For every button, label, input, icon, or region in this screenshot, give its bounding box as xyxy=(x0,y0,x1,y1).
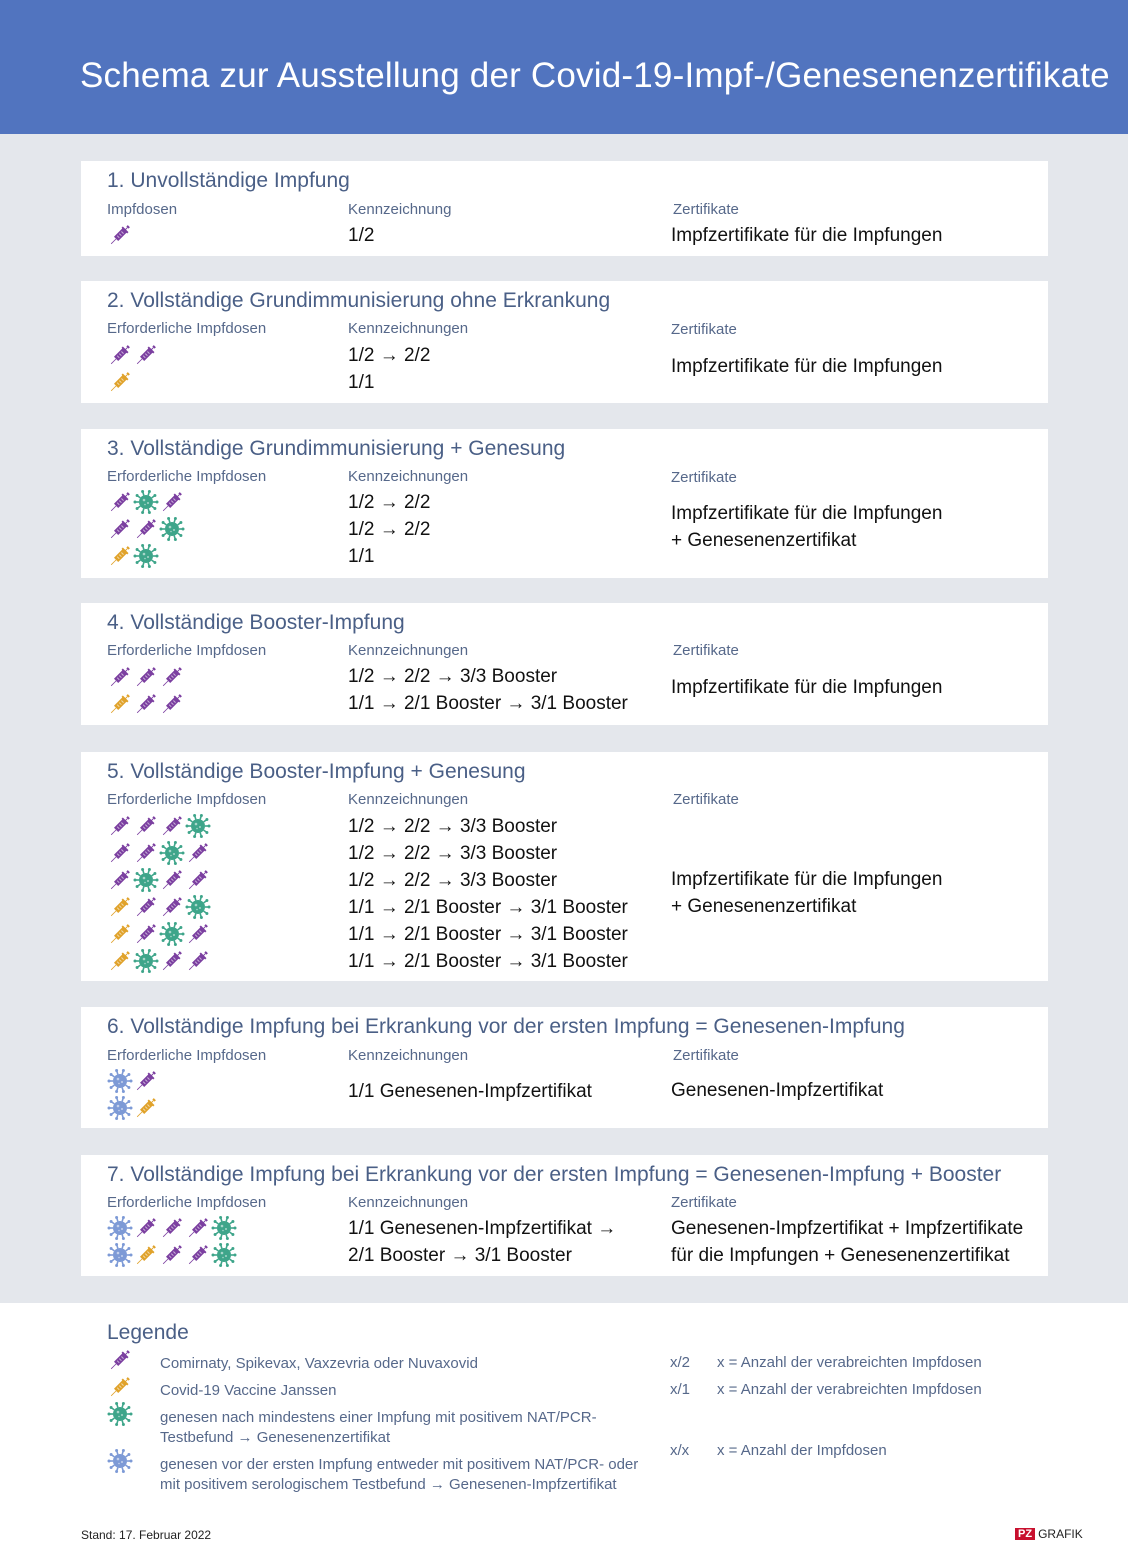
certs-label: Zertifikate xyxy=(671,1194,737,1211)
pz-logo-mark: PZ xyxy=(1015,1528,1035,1540)
doses-label: Erforderliche Impfdosen xyxy=(107,791,267,808)
syringe-purple-icon xyxy=(133,691,159,717)
syringe-orange-icon xyxy=(107,543,133,569)
dose-icons xyxy=(107,663,185,717)
icon-row xyxy=(107,1094,159,1121)
icon-row xyxy=(107,341,159,368)
certs-label: Zertifikate xyxy=(671,469,737,486)
codes-text: 1/1 Genesenen-Impfzertifikat xyxy=(348,1081,592,1102)
virus-blue-icon xyxy=(107,1095,133,1121)
legend-text-recovered-after: genesen nach mindestens einer Impfung mit positivem NAT/PCR- Testbefund → Genesenenzertifikat xyxy=(160,1409,597,1446)
syringe-purple-icon xyxy=(107,840,133,866)
icon-row xyxy=(107,866,211,893)
icon-row xyxy=(107,1067,159,1094)
syringe-purple-icon xyxy=(185,948,211,974)
certs-text: Impfzertifikate für die Impfungen xyxy=(671,225,943,246)
syringe-purple-icon xyxy=(133,1068,159,1094)
codes-label: Kennzeichnung xyxy=(348,201,452,218)
section-2-card xyxy=(81,281,1048,403)
certs-label: Zertifikate xyxy=(673,642,739,659)
logo-text: GRAFIK xyxy=(1038,1527,1083,1541)
codes-label: Kennzeichnungen xyxy=(348,791,469,808)
codes-label: Kennzeichnungen xyxy=(348,320,469,337)
icon-row xyxy=(107,812,211,839)
codes-text: 1/2 → 2/2 → 3/3 Booster 1/1 → 2/1 Booster → 3/1 Booster xyxy=(348,666,628,714)
legend-key-desc: x = Anzahl der Impfdosen xyxy=(717,1442,887,1459)
certs-label: Zertifikate xyxy=(673,1047,739,1064)
dose-icons xyxy=(107,341,159,395)
codes-text: 1/2 → 2/2 1/2 → 2/2 1/1 xyxy=(348,492,431,567)
legend-key-desc: x = Anzahl der verabreichten Impfdosen xyxy=(717,1354,982,1371)
syringe-purple-icon xyxy=(185,840,211,866)
syringe-purple-icon xyxy=(107,342,133,368)
syringe-purple-icon xyxy=(159,489,185,515)
virus-green-icon xyxy=(211,1215,237,1241)
doses-label: Erforderliche Impfdosen xyxy=(107,642,267,659)
icon-row xyxy=(107,368,159,395)
syringe-purple-icon xyxy=(185,1215,211,1241)
syringe-purple-icon xyxy=(107,222,133,248)
legend-text-janssen: Covid-19 Vaccine Janssen xyxy=(160,1382,337,1399)
pz-grafik-logo xyxy=(1015,1527,1083,1541)
syringe-purple-icon xyxy=(185,921,211,947)
syringe-orange-icon xyxy=(107,369,133,395)
virus-green-icon xyxy=(185,894,211,920)
doses-label: Erforderliche Impfdosen xyxy=(107,320,267,337)
legend-icon-slot xyxy=(107,1452,133,1474)
syringe-purple-icon xyxy=(159,813,185,839)
certs-text: Impfzertifikate für die Impfungen xyxy=(671,356,943,377)
legend-panel xyxy=(0,1303,1128,1546)
footer-date: Stand: 17. Februar 2022 xyxy=(81,1528,212,1542)
certs-label: Zertifikate xyxy=(673,791,739,808)
doses-label: Erforderliche Impfdosen xyxy=(107,468,267,485)
doses-label: Erforderliche Impfdosen xyxy=(107,1047,267,1064)
section-4-card xyxy=(81,603,1048,725)
syringe-purple-icon xyxy=(107,813,133,839)
syringe-orange-icon xyxy=(107,894,133,920)
certs-text: Impfzertifikate für die Impfungen + Genesenenzertifikat xyxy=(671,869,943,917)
virus-green-icon xyxy=(133,948,159,974)
codes-text: 1/2 → 2/2 1/1 xyxy=(348,345,431,393)
icon-row xyxy=(107,221,133,248)
certs-label: Zertifikate xyxy=(671,321,737,338)
virus-blue-icon xyxy=(107,1448,133,1474)
icon-row xyxy=(107,920,211,947)
legend-key-desc: x = Anzahl der verabreichten Impfdosen xyxy=(717,1381,982,1398)
section-1-card xyxy=(81,161,1048,256)
syringe-purple-icon xyxy=(185,1242,211,1268)
page-title: Schema zur Ausstellung der Covid-19-Impf-/Genesenenzertifikate xyxy=(80,56,1110,95)
virus-blue-icon xyxy=(107,1242,133,1268)
legend-title: Legende xyxy=(107,1321,189,1344)
doses-label: Impfdosen xyxy=(107,201,178,218)
syringe-orange-icon xyxy=(107,1374,133,1400)
virus-green-icon xyxy=(211,1242,237,1268)
section-title: 7. Vollständige Impfung bei Erkrankung vor der ersten Impfung = Genesenen-Impfung + Booster xyxy=(107,1163,1002,1186)
codes-text: 1/2 → 2/2 → 3/3 Booster 1/2 → 2/2 → 3/3 Booster 1/2 → 2/2 → 3/3 Booster 1/1 → 2/1 Booster → 3/1 Booster 1/1 → 2/1 Booster → 3/1 Booster 1/1 → 2/1 Booster → 3/1 Booster xyxy=(348,816,628,972)
section-title: 4. Vollständige Booster-Impfung xyxy=(107,611,405,634)
certs-text: Genesenen-Impfzertifikat + Impfzertifikate für die Impfungen + Genesenenzertifikat xyxy=(671,1218,1024,1266)
syringe-purple-icon xyxy=(107,664,133,690)
virus-green-icon xyxy=(159,840,185,866)
certs-text: Impfzertifikate für die Impfungen xyxy=(671,677,943,698)
virus-green-icon xyxy=(107,1401,133,1427)
virus-green-icon xyxy=(159,921,185,947)
syringe-purple-icon xyxy=(107,489,133,515)
codes-text: 1/2 xyxy=(348,225,375,246)
icon-row xyxy=(107,947,211,974)
icon-row xyxy=(107,515,185,542)
dose-icons xyxy=(107,1067,159,1121)
certs-text: Genesenen-Impfzertifikat xyxy=(671,1080,884,1101)
syringe-purple-icon xyxy=(185,867,211,893)
certs-label: Zertifikate xyxy=(673,201,739,218)
syringe-purple-icon xyxy=(159,1242,185,1268)
section-title: 1. Unvollständige Impfung xyxy=(107,169,350,192)
syringe-purple-icon xyxy=(133,664,159,690)
icon-row xyxy=(107,663,185,690)
dose-icons xyxy=(107,488,185,569)
syringe-purple-icon xyxy=(133,840,159,866)
syringe-purple-icon xyxy=(133,342,159,368)
syringe-purple-icon xyxy=(159,664,185,690)
syringe-purple-icon xyxy=(107,867,133,893)
icon-row xyxy=(107,893,211,920)
codes-label: Kennzeichnungen xyxy=(348,1194,469,1211)
legend-key: x/2 xyxy=(670,1354,691,1371)
icon-row xyxy=(107,1214,237,1241)
syringe-purple-icon xyxy=(159,867,185,893)
section-3-card xyxy=(81,429,1048,578)
syringe-orange-icon xyxy=(133,1242,159,1268)
syringe-purple-icon xyxy=(159,1215,185,1241)
syringe-orange-icon xyxy=(107,948,133,974)
icon-row xyxy=(107,1241,237,1268)
syringe-purple-icon xyxy=(107,516,133,542)
virus-green-icon xyxy=(159,516,185,542)
codes-text: 1/1 Genesenen-Impfzertifikat → 2/1 Booster → 3/1 Booster xyxy=(348,1218,617,1266)
legend-icon-slot xyxy=(107,1378,133,1400)
virus-green-icon xyxy=(133,867,159,893)
syringe-orange-icon xyxy=(107,921,133,947)
legend-text-vaccines: Comirnaty, Spikevax, Vaxzevria oder Nuvaxovid xyxy=(160,1355,478,1372)
legend-icon-slot xyxy=(107,1351,133,1373)
syringe-purple-icon xyxy=(133,813,159,839)
syringe-purple-icon xyxy=(133,516,159,542)
syringe-purple-icon xyxy=(133,1215,159,1241)
legend-text-recovered-before: genesen vor der ersten Impfung entweder mit positivem NAT/PCR- oder mit positivem serologischem Testbefund → Genesenen-Impfzertifikat xyxy=(160,1456,639,1493)
virus-green-icon xyxy=(133,489,159,515)
legend-icon-slot xyxy=(107,1405,133,1427)
header-banner xyxy=(0,0,1128,134)
icon-row xyxy=(107,488,185,515)
syringe-orange-icon xyxy=(107,691,133,717)
icon-row xyxy=(107,542,185,569)
codes-label: Kennzeichnungen xyxy=(348,1047,469,1064)
legend-key: x/1 xyxy=(670,1381,691,1398)
doses-label: Erforderliche Impfdosen xyxy=(107,1194,267,1211)
codes-label: Kennzeichnungen xyxy=(348,642,469,659)
certs-text: Impfzertifikate für die Impfungen + Genesenenzertifikat xyxy=(671,503,943,551)
dose-icons xyxy=(107,1214,237,1268)
virus-green-icon xyxy=(133,543,159,569)
section-title: 3. Vollständige Grundimmunisierung + Genesung xyxy=(107,437,566,460)
icon-row xyxy=(107,839,211,866)
syringe-purple-icon xyxy=(107,1347,133,1373)
virus-blue-icon xyxy=(107,1215,133,1241)
syringe-purple-icon xyxy=(159,691,185,717)
dose-icons xyxy=(107,221,133,248)
dose-icons xyxy=(107,812,211,974)
syringe-purple-icon xyxy=(133,894,159,920)
syringe-purple-icon xyxy=(133,921,159,947)
codes-label: Kennzeichnungen xyxy=(348,468,469,485)
syringe-purple-icon xyxy=(159,894,185,920)
virus-blue-icon xyxy=(107,1068,133,1094)
section-6-card xyxy=(81,1007,1048,1128)
icon-row xyxy=(107,690,185,717)
section-5-card xyxy=(81,752,1048,981)
section-title: 6. Vollständige Impfung bei Erkrankung vor der ersten Impfung = Genesenen-Impfung xyxy=(107,1015,905,1038)
virus-green-icon xyxy=(185,813,211,839)
section-title: 2. Vollständige Grundimmunisierung ohne Erkrankung xyxy=(107,289,611,312)
syringe-purple-icon xyxy=(159,948,185,974)
legend-key: x/x xyxy=(670,1442,690,1459)
section-title: 5. Vollständige Booster-Impfung + Genesung xyxy=(107,760,526,783)
syringe-orange-icon xyxy=(133,1095,159,1121)
section-7-card xyxy=(81,1155,1048,1276)
